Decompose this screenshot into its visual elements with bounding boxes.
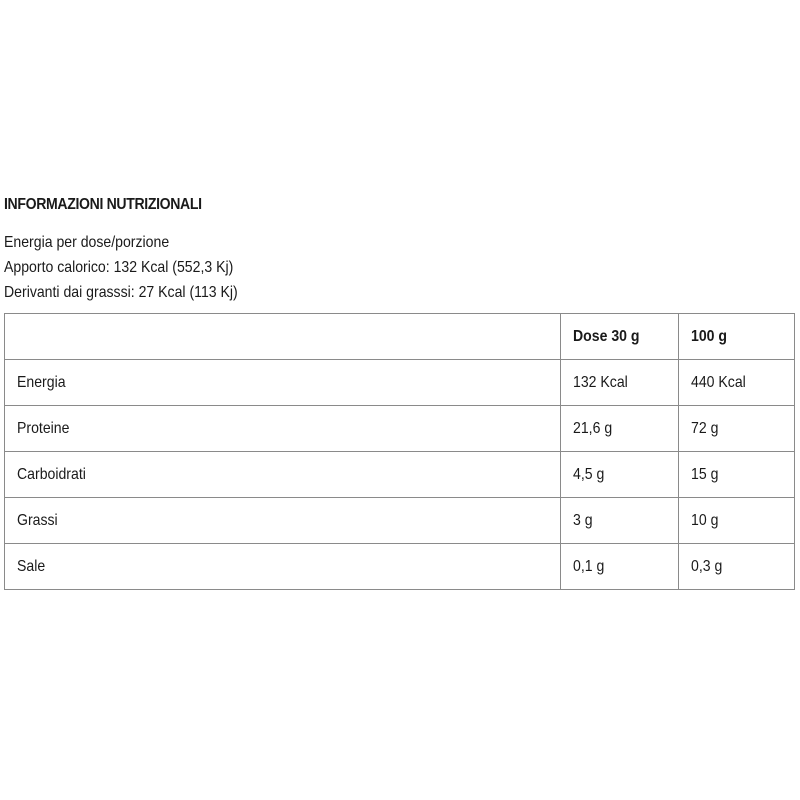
fat-calories-line: Derivanti dai grasssi: 27 Kcal (113 Kj) bbox=[4, 284, 238, 301]
dose-value-cell: 0,1 g bbox=[561, 544, 679, 590]
per-100g-value-cell: 0,3 g bbox=[679, 544, 795, 590]
per-100g-value-cell: 72 g bbox=[679, 406, 795, 452]
section-title: INFORMAZIONI NUTRIZIONALI bbox=[4, 196, 202, 213]
table-row bbox=[5, 544, 795, 590]
dose-value-cell: 4,5 g bbox=[561, 452, 679, 498]
dose-value-cell: 132 Kcal bbox=[561, 360, 679, 406]
energy-per-dose-line: Energia per dose/porzione bbox=[4, 234, 170, 251]
per-100g-value-cell: 10 g bbox=[679, 498, 795, 544]
nutrient-name-cell: Grassi bbox=[5, 498, 561, 544]
table-row bbox=[5, 452, 795, 498]
header-cell-100g: 100 g bbox=[679, 314, 795, 360]
nutrition-table bbox=[4, 313, 795, 590]
table-row bbox=[5, 498, 795, 544]
calorie-intake-line: Apporto calorico: 132 Kcal (552,3 Kj) bbox=[4, 259, 234, 276]
table-header-row bbox=[5, 314, 795, 360]
nutrient-name-cell: Carboidrati bbox=[5, 452, 561, 498]
header-cell-nutrient bbox=[5, 314, 561, 360]
nutrient-name-cell: Proteine bbox=[5, 406, 561, 452]
nutrient-name-cell: Sale bbox=[5, 544, 561, 590]
table-row bbox=[5, 406, 795, 452]
table-row bbox=[5, 360, 795, 406]
header-cell-dose: Dose 30 g bbox=[561, 314, 679, 360]
per-100g-value-cell: 15 g bbox=[679, 452, 795, 498]
dose-value-cell: 21,6 g bbox=[561, 406, 679, 452]
dose-value-cell: 3 g bbox=[561, 498, 679, 544]
nutrient-name-cell: Energia bbox=[5, 360, 561, 406]
per-100g-value-cell: 440 Kcal bbox=[679, 360, 795, 406]
nutrition-info-section bbox=[4, 196, 794, 590]
energy-info-block bbox=[4, 230, 794, 305]
